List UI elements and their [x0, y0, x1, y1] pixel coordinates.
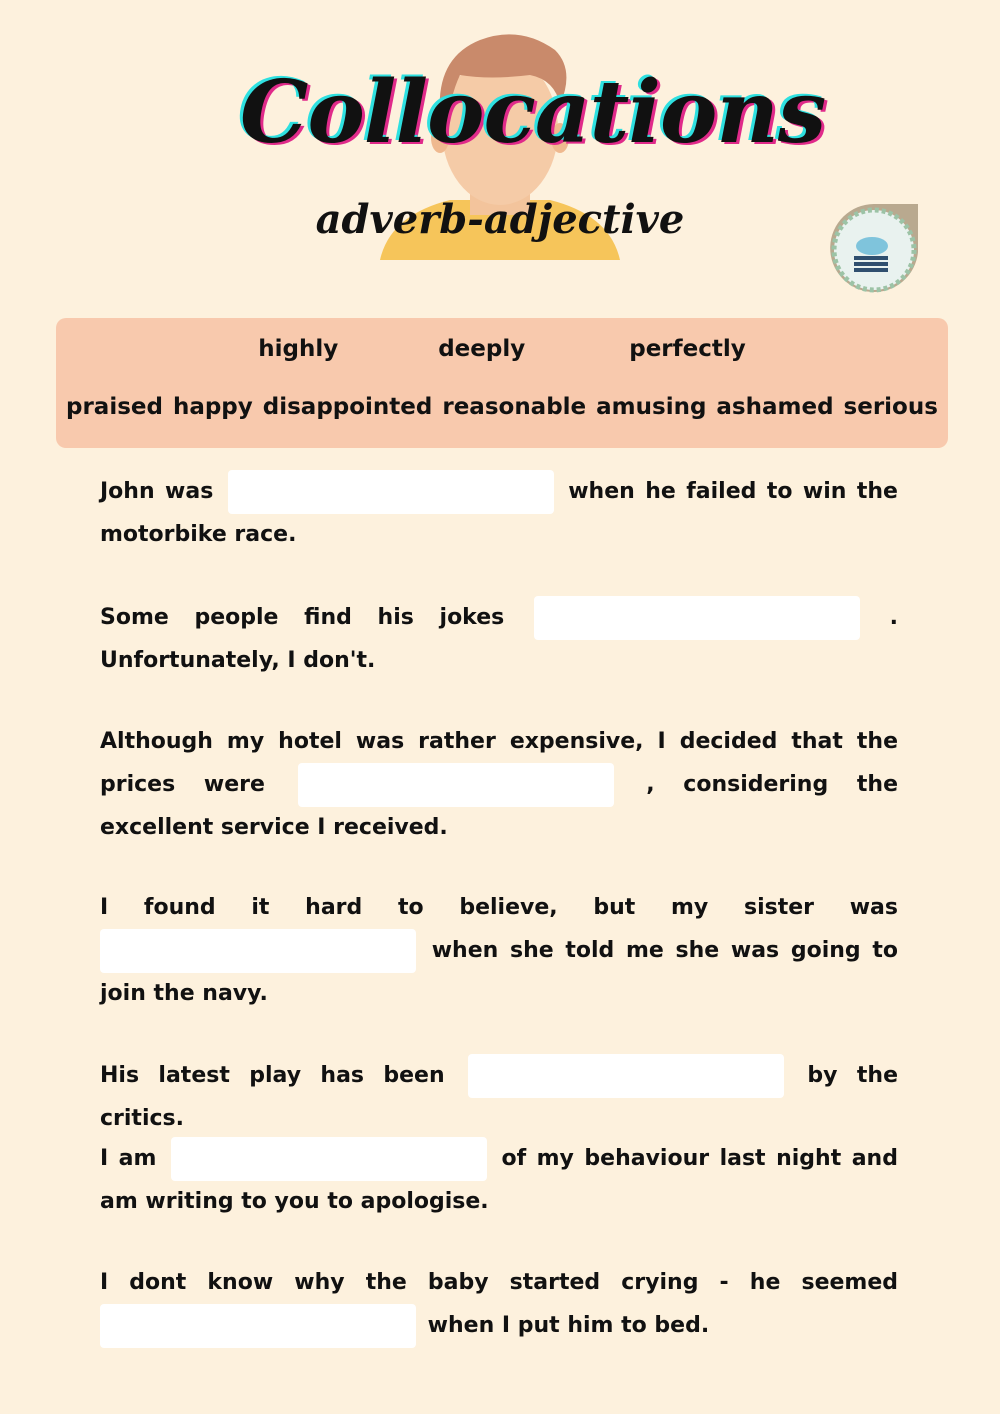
answer-blank-3[interactable] [298, 763, 614, 807]
sentence-3: Although my hotel was rather expensive, I decided that the prices were , considering the excellent service I received. [100, 729, 898, 840]
adjective-row [66, 394, 938, 420]
word-chip: ashamed [716, 394, 834, 420]
teacher-cup-logo-icon [826, 200, 922, 296]
sentence-2: Some people find his jokes . Unfortunately, I don't. [100, 596, 898, 682]
sentence-4: I found it hard to believe, but my sister was when she told me she was going to join the navy. [100, 895, 898, 1006]
worksheet-title: Collocations [240, 62, 826, 163]
sentence-6: I am of my behaviour last night and am writing to you to apologise. [100, 1137, 898, 1223]
sentence-5: His latest play has been by the critics. [100, 1054, 898, 1140]
word-chip: amusing [596, 394, 707, 420]
word-chip: happy [172, 394, 253, 420]
sentence-7: I dont know why the baby started crying - he seemed when I put him to bed. [100, 1262, 898, 1348]
answer-blank-1[interactable] [228, 470, 554, 514]
answer-blank-4[interactable] [100, 929, 416, 973]
sentence-1: John was when he failed to win the motorbike race. [100, 470, 898, 556]
word-chip: praised [66, 394, 163, 420]
answer-blank-6[interactable] [171, 1137, 487, 1181]
word-bank [56, 318, 948, 448]
word-chip: serious [843, 394, 938, 420]
word-chip: highly [258, 336, 339, 362]
word-chip: perfectly [629, 336, 746, 362]
word-chip: disappointed [262, 394, 433, 420]
adverb-row [56, 336, 948, 362]
answer-blank-5[interactable] [468, 1054, 784, 1098]
answer-blank-7[interactable] [100, 1304, 416, 1348]
worksheet-subtitle: adverb-adjective [315, 196, 685, 243]
worksheet-header [0, 0, 1000, 300]
word-chip: deeply [438, 336, 526, 362]
word-chip: reasonable [442, 394, 587, 420]
answer-blank-2[interactable] [534, 596, 860, 640]
